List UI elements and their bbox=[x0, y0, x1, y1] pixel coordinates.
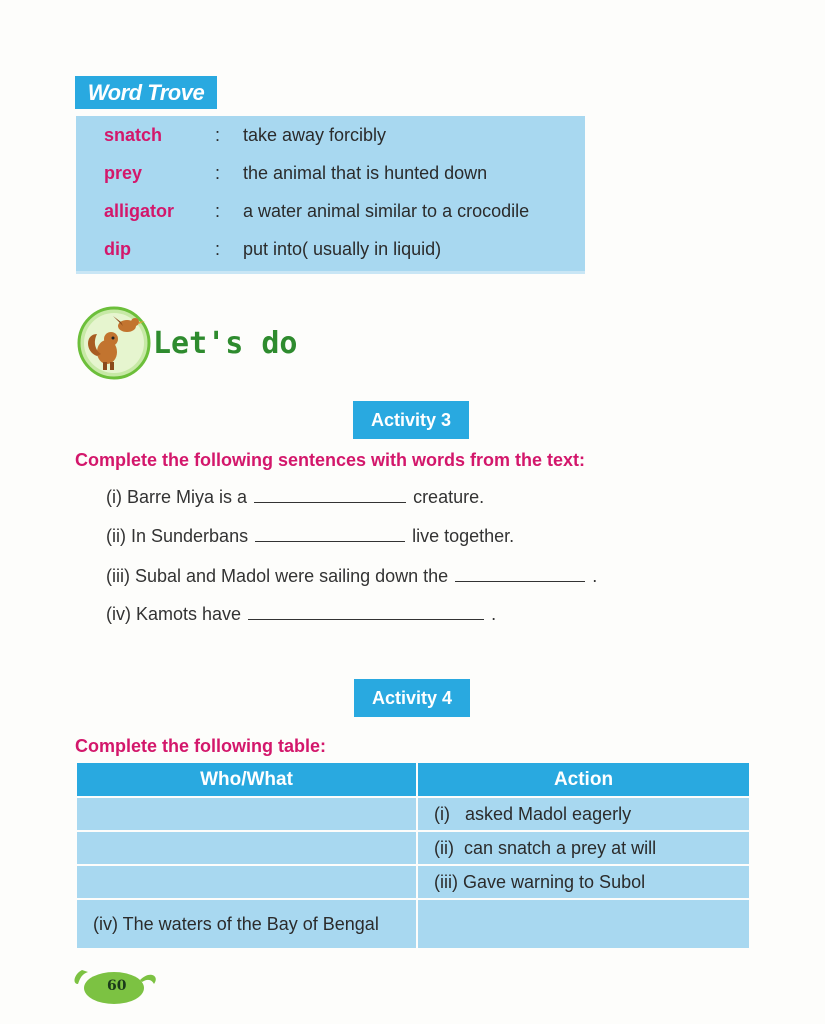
action-cell: (iii) Gave warning to Subol bbox=[418, 864, 751, 898]
separator: : bbox=[215, 163, 221, 183]
answer-blank[interactable] bbox=[248, 603, 484, 620]
vocab-word: prey bbox=[104, 163, 143, 183]
table-header-row bbox=[77, 763, 751, 796]
action-cell: (i) asked Madol eagerly bbox=[418, 796, 751, 830]
who-cell: (iv) The waters of the Bay of Bengal bbox=[77, 898, 418, 948]
table-row bbox=[77, 830, 751, 864]
separator: : bbox=[215, 239, 221, 259]
sentence-4 bbox=[106, 603, 496, 625]
activity-4-badge: Activity 4 bbox=[354, 679, 470, 717]
answer-blank[interactable] bbox=[255, 525, 405, 542]
word-trove-entry bbox=[76, 116, 585, 154]
word-trove-title: Word Trove bbox=[75, 76, 217, 109]
sentence-text: . bbox=[491, 604, 497, 624]
answer-blank[interactable] bbox=[254, 486, 406, 503]
sentence-text: (ii) In Sunderbans bbox=[106, 526, 249, 546]
vocab-meaning: the animal that is hunted down bbox=[243, 163, 488, 183]
header-who-what: Who/What bbox=[77, 763, 418, 796]
sentence-text: creature. bbox=[413, 487, 485, 507]
activity-3-badge: Activity 3 bbox=[353, 401, 469, 439]
action-cell[interactable] bbox=[418, 898, 751, 948]
activity-4-instruction: Complete the following table: bbox=[75, 736, 326, 756]
vocab-meaning: put into( usually in liquid) bbox=[243, 239, 442, 259]
header-action: Action bbox=[418, 763, 751, 796]
sentence-text: (iii) Subal and Madol were sailing down the bbox=[106, 566, 449, 586]
table-row bbox=[77, 796, 751, 830]
who-cell[interactable] bbox=[77, 864, 418, 898]
table-row bbox=[77, 864, 751, 898]
word-trove-box bbox=[76, 116, 585, 274]
lets-do-title: Let's do bbox=[153, 326, 298, 361]
who-action-table bbox=[77, 763, 751, 948]
page-number: 60 bbox=[107, 978, 127, 994]
page-number-badge bbox=[70, 960, 162, 1006]
vocab-word: alligator bbox=[104, 201, 175, 221]
who-cell[interactable] bbox=[77, 830, 418, 864]
sentence-2 bbox=[106, 525, 514, 547]
sentence-text: (iv) Kamots have bbox=[106, 604, 242, 624]
sentence-1 bbox=[106, 486, 484, 508]
vocab-word: dip bbox=[104, 239, 131, 259]
table-row bbox=[77, 898, 751, 948]
vocab-meaning: a water animal similar to a crocodile bbox=[243, 201, 530, 221]
action-cell: (ii) can snatch a prey at will bbox=[418, 830, 751, 864]
lets-do-animals-icon bbox=[77, 306, 151, 380]
sentence-text: . bbox=[592, 566, 598, 586]
vocab-word: snatch bbox=[104, 125, 163, 145]
word-trove-entry bbox=[76, 154, 585, 192]
who-cell[interactable] bbox=[77, 796, 418, 830]
sentence-3 bbox=[106, 565, 597, 587]
sentence-text: (i) Barre Miya is a bbox=[106, 487, 248, 507]
word-trove-entry bbox=[76, 230, 585, 268]
activity-3-instruction: Complete the following sentences with words from the text: bbox=[75, 450, 586, 470]
separator: : bbox=[215, 201, 221, 221]
sentence-text: live together. bbox=[412, 526, 515, 546]
answer-blank[interactable] bbox=[455, 565, 585, 582]
word-trove-entry bbox=[76, 192, 585, 230]
vocab-meaning: take away forcibly bbox=[243, 125, 387, 145]
separator: : bbox=[215, 125, 221, 145]
